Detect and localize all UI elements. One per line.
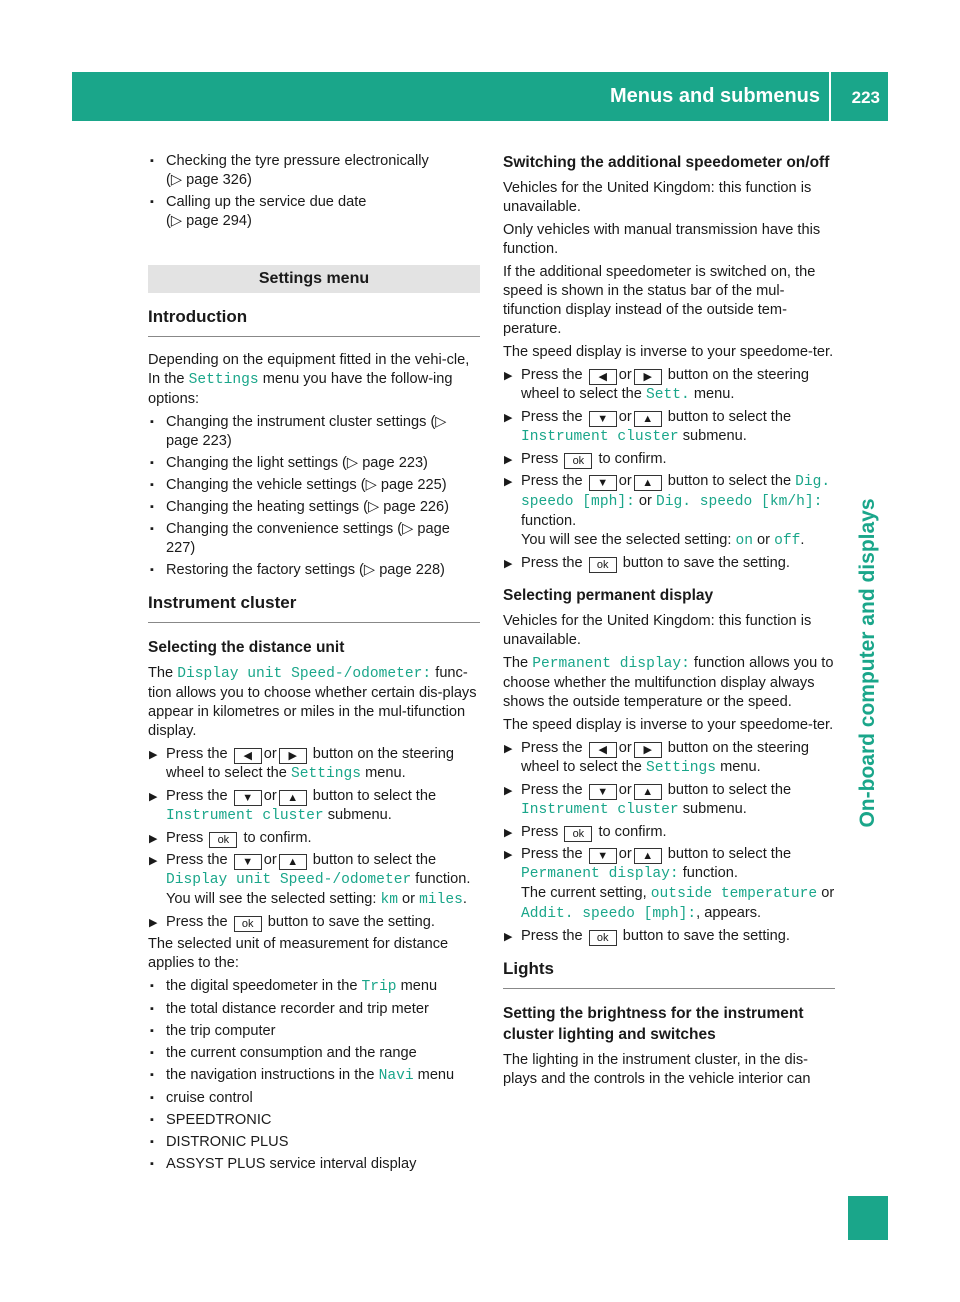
down-arrow-key-icon: ▼: [589, 475, 617, 491]
up-arrow-key-icon: ▲: [279, 854, 307, 870]
page-number: 223: [851, 88, 880, 107]
step-item: ▶ Press the ok button to save the setting.: [503, 927, 835, 946]
step-item: ▶ Press the ▼ or ▲ button to select the Display unit Speed-/odometer function. You will see the selected setting: km or miles.: [148, 851, 480, 910]
list-item: ▪ Changing the heating settings (▷ page 226): [148, 498, 480, 517]
introduction-heading: Introduction: [148, 307, 480, 337]
step-item: ▶ Press the ok button to save the setting.: [148, 913, 480, 932]
instrument-cluster-heading: Instrument cluster: [148, 593, 480, 623]
ok-key-icon: ok: [564, 453, 592, 469]
options-list: [148, 413, 480, 580]
step-item: ▶ Press the ▼ or ▲ button to select the Instrument cluster submenu.: [503, 408, 835, 447]
chapter-label: On-board computer and displays: [856, 498, 879, 828]
left-column: [148, 152, 480, 1177]
paragraph: The speed display is inverse to your speedome-ter.: [503, 717, 834, 733]
header-separator: [829, 72, 831, 121]
down-arrow-key-icon: ▼: [589, 784, 617, 800]
left-arrow-key-icon: ◀: [589, 369, 617, 385]
down-arrow-key-icon: ▼: [234, 854, 262, 870]
list-item: ▪ cruise control: [148, 1089, 480, 1108]
list-item: ▪ the current consumption and the range: [148, 1044, 480, 1063]
list-item: ▪ Changing the vehicle settings (▷ page 225): [148, 476, 480, 495]
distance-unit-subheading: Selecting the distance unit: [148, 639, 345, 656]
up-arrow-key-icon: ▲: [634, 784, 662, 800]
list-item: ▪ Restoring the factory settings (▷ page 228): [148, 561, 480, 580]
step-item: ▶ Press ok to confirm.: [148, 829, 480, 848]
list-item: ▪ the digital speedometer in the Trip menu: [148, 977, 480, 997]
chapter-sidebar: [848, 130, 888, 1240]
paragraph: Vehicles for the United Kingdom: this function is unavailable.: [503, 613, 812, 648]
up-arrow-key-icon: ▲: [634, 411, 662, 427]
list-item: ▪ Changing the light settings (▷ page 223): [148, 454, 480, 473]
paragraph: The Permanent display: function allows you to choose whether the multifunction display always shows the outside temperature or the speed.: [503, 655, 834, 710]
ok-key-icon: ok: [589, 930, 617, 946]
permanent-display-heading: Selecting permanent display: [503, 587, 714, 604]
list-item: ▪ the total distance recorder and trip meter: [148, 1000, 480, 1019]
list-item: ▪ SPEEDTRONIC: [148, 1111, 480, 1130]
paragraph: If the additional speedometer is switched on, the speed is shown in the status bar of the mul-tifunction display instead of the outside tem-perature.: [503, 264, 816, 337]
paragraph: The lighting in the instrument cluster, in the dis-plays and the controls in the vehicle interior can: [503, 1052, 811, 1087]
up-arrow-key-icon: ▲: [634, 848, 662, 864]
ok-key-icon: ok: [234, 916, 262, 932]
ok-key-icon: ok: [589, 557, 617, 573]
ok-key-icon: ok: [564, 826, 592, 842]
up-arrow-key-icon: ▲: [634, 475, 662, 491]
down-arrow-key-icon: ▼: [589, 848, 617, 864]
step-item: ▶ Press the ▼ or ▲ button to select the Permanent display: function. The current setting, outside temperature or Addit. speedo [mph]:, appears.: [503, 845, 835, 924]
distance-unit-paragraph: The Display unit Speed-/odometer: func-tion allows you to choose whether certain dis-plays appear in kilometres or miles in the mul-tifunction display.: [148, 665, 477, 739]
lights-heading: Lights: [503, 959, 835, 989]
intro-paragraph: Depending on the equipment fitted in the vehi-cle, In the Settings menu you have the follow-ing options:: [148, 352, 470, 407]
down-arrow-key-icon: ▼: [234, 790, 262, 806]
list-item: ▪ Calling up the service due date (▷ page 294): [148, 193, 480, 231]
left-arrow-key-icon: ◀: [589, 742, 617, 758]
up-arrow-key-icon: ▲: [279, 790, 307, 806]
applies-list: [148, 977, 480, 1174]
right-arrow-key-icon: ▶: [634, 369, 662, 385]
step-item: ▶ Press ok to confirm.: [503, 823, 835, 842]
intro-bullet-list: [148, 152, 480, 231]
list-item: ▪ the trip computer: [148, 1022, 480, 1041]
list-item: ▪ DISTRONIC PLUS: [148, 1133, 480, 1152]
list-item: ▪ the navigation instructions in the Navi menu: [148, 1066, 480, 1086]
header-title: Menus and submenus: [609, 85, 820, 107]
right-arrow-key-icon: ▶: [279, 748, 307, 764]
step-item: ▶ Press the ◀ or ▶ button on the steering wheel to select the Settings menu.: [148, 745, 480, 784]
step-item: ▶ Press the ▼ or ▲ button to select the Instrument cluster submenu.: [148, 787, 480, 826]
paragraph: The speed display is inverse to your speedome-ter.: [503, 344, 834, 360]
list-item: ▪ Checking the tyre pressure electronically (▷ page 326): [148, 152, 480, 190]
step-item: ▶ Press the ▼ or ▲ button to select the Instrument cluster submenu.: [503, 781, 835, 820]
step-item: ▶ Press the ◀ or ▶ button on the steering wheel to select the Settings menu.: [503, 739, 835, 778]
list-item: ▪ Changing the convenience settings (▷ page 227): [148, 520, 480, 558]
step-item: ▶ Press the ▼ or ▲ button to select the Dig. speedo [mph]: or Dig. speedo [km/h]: function. You will see the selected setting: on or off.: [503, 472, 835, 551]
paragraph: Only vehicles with manual transmission have this function.: [503, 222, 821, 257]
right-column: [503, 152, 835, 1093]
down-arrow-key-icon: ▼: [589, 411, 617, 427]
page-header: [72, 72, 888, 121]
list-item: ▪ ASSYST PLUS service interval display: [148, 1155, 480, 1174]
step-item: ▶ Press the ok button to save the setting.: [503, 554, 835, 573]
left-arrow-key-icon: ◀: [234, 748, 262, 764]
applies-paragraph: The selected unit of measurement for distance applies to the:: [148, 936, 449, 971]
list-item: ▪ Changing the instrument cluster settings (▷ page 223): [148, 413, 480, 451]
settings-menu-banner: Settings menu: [148, 265, 480, 293]
step-item: ▶ Press ok to confirm.: [503, 450, 835, 469]
chapter-marker: [848, 1196, 888, 1240]
paragraph: Vehicles for the United Kingdom: this function is unavailable.: [503, 180, 812, 215]
brightness-subheading: Setting the brightness for the instrument cluster lighting and switches: [503, 1005, 804, 1043]
right-arrow-key-icon: ▶: [634, 742, 662, 758]
step-item: ▶ Press the ◀ or ▶ button on the steering wheel to select the Sett. menu.: [503, 366, 835, 405]
ok-key-icon: ok: [209, 832, 237, 848]
additional-speedometer-heading: Switching the additional speedometer on/off: [503, 154, 830, 171]
